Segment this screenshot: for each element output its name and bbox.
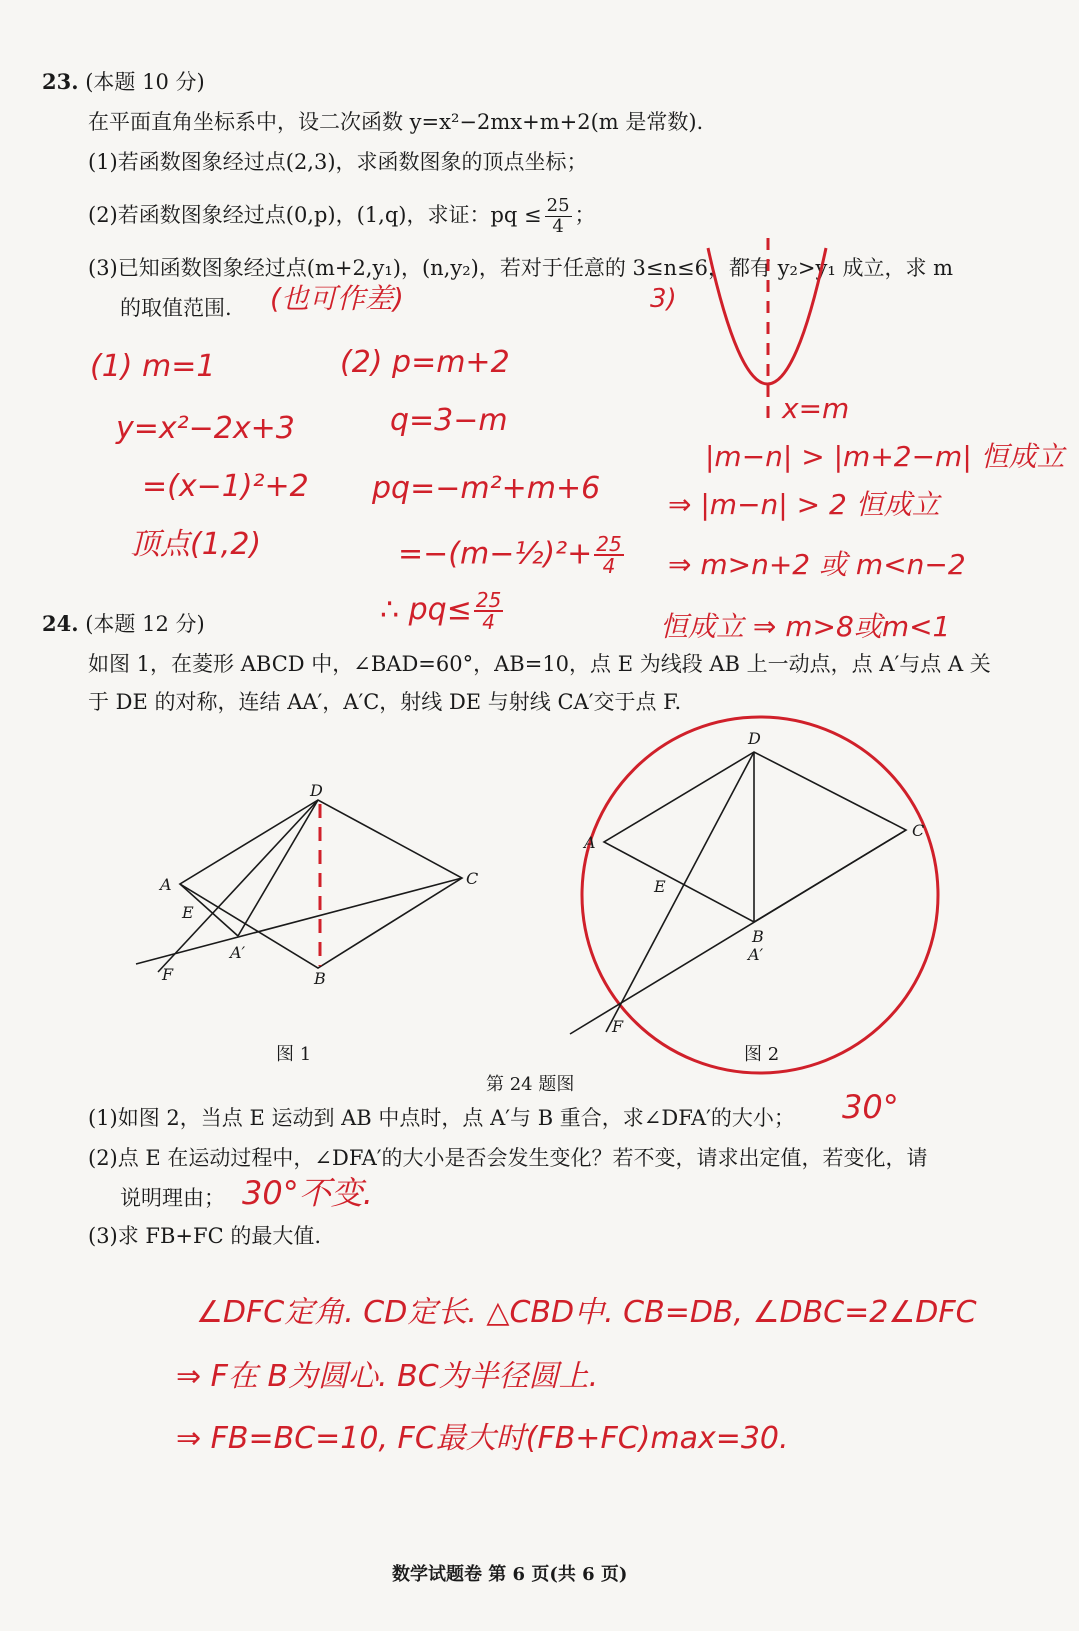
fig1-label-A: A <box>160 875 172 894</box>
fig2-ray-CB <box>570 830 906 1034</box>
hand-a2-line5-num: 25 <box>475 588 502 612</box>
fig1-label-F: F <box>162 965 174 984</box>
hand-a3-line4: 恒成立 ⇒ m>8或m<1 <box>660 610 951 643</box>
q24-number: 24. <box>42 611 79 636</box>
q24-part1: (1)如图 2，当点 E 运动到 AB 中点时，点 A′与 B 重合，求∠DFA′的大小； <box>88 1106 795 1130</box>
fig1-label-C: C <box>466 869 479 888</box>
fig1-label-B: B <box>314 969 326 988</box>
q23-part1: (1)若函数图象经过点(2,3)，求函数图象的顶点坐标； <box>88 150 588 174</box>
hand-q24-a3-line2: ⇒ F在 B为圆心. BC为半径圆上. <box>176 1359 599 1394</box>
hand-q23-note: (也可作差) <box>270 282 404 315</box>
hand-q24-a3-line3: ⇒ FB=BC=10, FC最大时(FB+FC)max=30. <box>176 1421 789 1456</box>
fig2-label-B: B <box>752 927 764 946</box>
fig2-ray-DE <box>606 752 754 1032</box>
hand-a3-line3: ⇒ m>n+2 或 m<n−2 <box>668 548 966 581</box>
fig1-label-Ap: A′ <box>230 943 246 962</box>
q23-part2-text: (2)若函数图象经过点(0,p)，(1,q)，求证：pq ≤ <box>88 203 542 227</box>
q24-part2-line2: 说明理由； <box>120 1186 225 1210</box>
figure-title: 第 24 题图 <box>486 1074 575 1095</box>
hand-a1-line1: (1) m=1 <box>90 349 216 384</box>
q24-part3: (3)求 FB+FC 的最大值. <box>88 1224 322 1248</box>
hand-a2-line5-text: ∴ pq≤ <box>380 592 472 628</box>
hand-a2-line5-den: 4 <box>482 610 495 634</box>
q23-part3-line1: (3)已知函数图象经过点(m+2,y₁)，(n,y₂)，若对于任意的 3≤n≤6，都有 y₂>y₁ 成立，求 m <box>88 256 954 280</box>
fig1-segment-DAp <box>238 800 318 936</box>
hand-q24-answer2: 30°不变. <box>242 1174 373 1212</box>
hand-a2-line1: (2) p=m+2 <box>340 345 510 380</box>
hand-a2-fraction-den: 4 <box>602 554 616 578</box>
fig1-label-D: D <box>310 781 323 800</box>
fig2-label-E: E <box>654 877 666 896</box>
q23-number: 23. <box>42 69 79 94</box>
figure-1 <box>136 800 462 972</box>
fig1-caption: 图 1 <box>276 1044 312 1065</box>
q23-part2-end: ； <box>574 203 596 227</box>
q23-fraction-numerator: 25 <box>546 195 570 216</box>
fig2-label-Ap: A′ <box>748 945 764 964</box>
figure-2 <box>570 752 906 1034</box>
q23-part3-line2: 的取值范围. <box>120 296 232 320</box>
fig2-label-C: C <box>912 821 925 840</box>
page-footer: 数学试题卷 第 6 页(共 6 页) <box>392 1564 628 1585</box>
fig2-label-F: F <box>612 1017 624 1036</box>
hand-a2-fraction-num: 25 <box>596 532 622 556</box>
q23-fraction-denominator: 4 <box>552 216 564 237</box>
hand-a1-line3: =(x−1)²+2 <box>142 469 309 504</box>
q24-stem-line2: 于 DE 的对称，连结 AA′，A′C，射线 DE 与射线 CA′交于点 F. <box>88 690 682 714</box>
q24-header: (本题 12 分) <box>85 612 205 636</box>
q24-stem-line1: 如图 1，在菱形 ABCD 中，∠BAD=60°，AB=10，点 E 为线段 AB 上一动点，点 A′与点 A 关 <box>88 652 991 676</box>
hand-a1-line4: 顶点(1,2) <box>130 527 262 562</box>
hand-a3-line1: |m−n| > |m+2−m| 恒成立 <box>705 440 1065 473</box>
q23-header: (本题 10 分) <box>85 70 205 94</box>
hand-q24-a3-line1: ∠DFC定角. CD定长. △CBD中. CB=DB, ∠DBC=2∠DFC <box>196 1295 977 1330</box>
fig2-label-D: D <box>748 729 761 748</box>
fig2-rhombus <box>604 752 906 922</box>
hand-a3-line2: ⇒ |m−n| > 2 恒成立 <box>668 488 940 521</box>
fig1-label-E: E <box>182 903 194 922</box>
fig2-caption: 图 2 <box>744 1044 780 1065</box>
fig2-red-circle <box>582 717 938 1073</box>
fig2-label-A: A <box>584 833 596 852</box>
hand-a1-line2: y=x²−2x+3 <box>116 411 295 446</box>
hand-axis-label: x=m <box>782 392 850 425</box>
q23-stem: 在平面直角坐标系中，设二次函数 y=x²−2mx+m+2(m 是常数). <box>88 110 704 134</box>
q24-part2-line1: (2)点 E 在运动过程中，∠DFA′的大小是否会发生变化？若不变，请求出定值，若变化，请 <box>88 1146 928 1170</box>
hand-a2-line4-text: =−(m−½)²+ <box>398 536 593 572</box>
hand-q24-answer1: 30° <box>842 1088 899 1126</box>
hand-q23-mark: 3) <box>650 284 677 314</box>
hand-a2-line3: pq=−m²+m+6 <box>372 471 601 506</box>
hand-a2-line2: q=3−m <box>390 403 508 438</box>
